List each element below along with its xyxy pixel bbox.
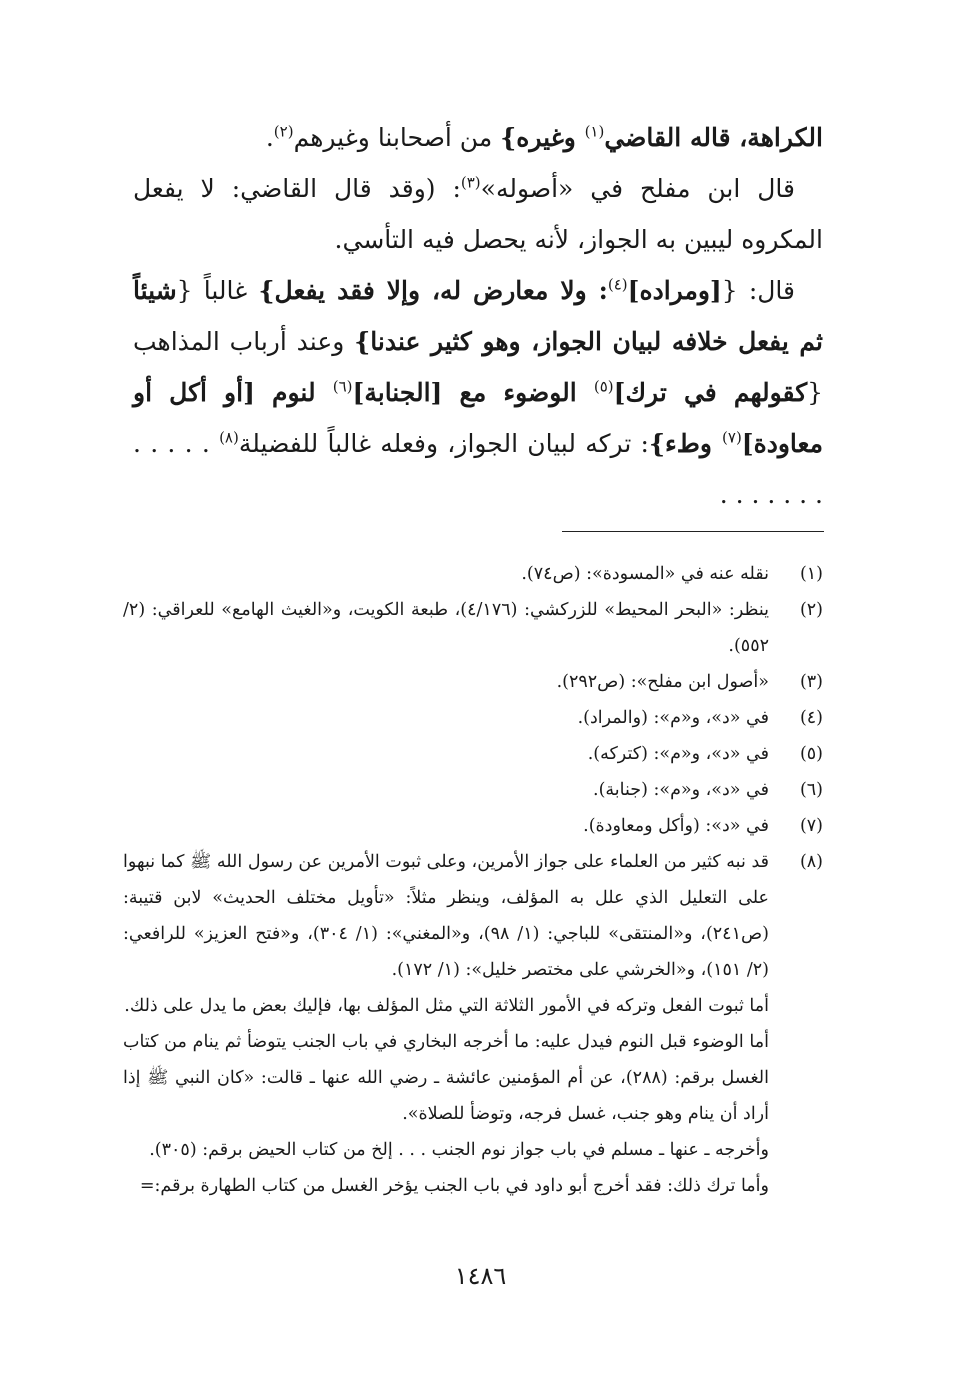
footnote [123, 808, 823, 844]
bold-text: وغيره} [500, 123, 585, 152]
bold-text: الكراهة، قاله القاضي [604, 123, 823, 152]
text-run: قال: { [721, 276, 795, 305]
page-number: ١٤٨٦ [454, 1262, 507, 1290]
footnote-text: وأما ترك ذلك: فقد أخرج أبو داود في باب الجنب يؤخر الغسل من كتاب الطهارة برقم:= [139, 1176, 769, 1196]
bold-text: شيئاً ثم يفعل خلافه لبيان الجواز، وهو كثير عندنا} [133, 276, 823, 356]
text-run: من أصحابنا وغيرهم [293, 123, 501, 152]
paragraph-3 [133, 265, 823, 520]
footnote-text: وأخرجه ـ عنها ـ مسلم في باب جواز نوم الجنب . . . إلخ من كتاب الحيض برقم: (٣٠٥). [149, 1140, 769, 1160]
footnote [123, 664, 823, 700]
footnote-ref[interactable]: (٨) [219, 428, 239, 447]
footnote-text: قد نبه كثير من العلماء على جواز الأمرين، وعلى ثبوت الأمرين عن رسول الله ﷺ كما نبهوا على التعليل الذي علل به المؤلف، وينظر مثلاً: «تأويل مختلف الحديث» لابن قتيبة: (ص٢٤١)، و«المنتقى» للباجي: (١/ ٩٨)، و«المغني»: (١/ ٣٠٤)، و«فتح العزيز» للرافعي: (٢/ ١٥١)، و«الخرشي على مختصر خليل»: (١/ ١٧٢). [123, 852, 769, 980]
text-run: : تركه لبيان الجواز، وفعله غالباً للفضيلة [238, 429, 649, 458]
bold-text: لنوم [أو أكل أو معاودة] [133, 378, 823, 458]
footnote-text: في «د»: (وأكل ومعاودة). [583, 816, 769, 836]
bold-text: : ولا معارض له، وإلا فقد يفعل} [258, 276, 608, 305]
footnotes [123, 556, 823, 1204]
paragraph-2 [133, 163, 823, 265]
text-run: : (وقد قال القاضي: لا يفعل المكروه ليبين به الجواز، لأنه يحصل فيه التأسي. [133, 174, 823, 254]
footnote-number: (٥) [799, 744, 823, 764]
footnote [123, 772, 823, 808]
text-run: وعند أرباب المذاهب { [133, 327, 824, 407]
footnote-ref[interactable]: (٣) [460, 173, 481, 192]
text-run: . [265, 123, 274, 152]
footnote-number: (٣) [799, 672, 823, 692]
footnote-ref[interactable]: (٥) [593, 377, 614, 396]
bold-text: كقولهم في ترك] [613, 378, 808, 407]
footnote-text: في «د»، و«م»: (كتركه). [587, 744, 769, 764]
bold-text: الوضوء مع [الجنابة] [352, 378, 594, 407]
bold-text: [ومراده] [627, 276, 722, 305]
footnote-number: (٨) [799, 852, 823, 872]
footnote-number: (٦) [799, 780, 823, 800]
paragraph-1 [133, 112, 823, 163]
footnote [123, 592, 823, 664]
footnote [123, 556, 823, 592]
footnote-ref[interactable]: (٦) [332, 377, 353, 396]
footnote-text: ينظر: «البحر المحيط» للزركشي: (٤/١٧٦)، طبعة الكويت، و«الغيث الهامع» للعراقي: (٢/ ٥٥٢). [123, 600, 769, 656]
footnote-ref[interactable]: (٤) [607, 275, 628, 294]
footnote [123, 700, 823, 736]
text-run: غالباً { [176, 276, 259, 305]
footnote-text: في «د»، و«م»: (جنابة). [593, 780, 769, 800]
footnote-text: نقله عنه في «المسودة»: (ص٧٤). [521, 564, 769, 584]
footnote [123, 844, 823, 1204]
footnote-text: في «د»، و«م»: (والمراد). [577, 708, 769, 728]
ellipsis-dots: . . . . . . . . . . . . [133, 429, 823, 509]
footnote-ref[interactable]: (٢) [273, 122, 294, 141]
footnote-text: أما ثبوت الفعل وتركه في الأمور الثلاثة التي مثل المؤلف بها، فإليك بعض ما يدل على ذلك. [124, 996, 769, 1016]
footnote-ref[interactable]: (٧) [722, 428, 742, 447]
main-text [133, 112, 823, 520]
footnote-separator [562, 531, 824, 532]
footnote-text: «أصول ابن مفلح»: (ص٢٩٢). [556, 672, 769, 692]
bold-text: وطء} [648, 429, 723, 458]
footnote [123, 736, 823, 772]
footnote-number: (١) [799, 564, 823, 584]
footnote-number: (٤) [799, 708, 823, 728]
footnote-number: (٢) [799, 600, 823, 620]
footnote-number: (٧) [799, 816, 823, 836]
text-run: قال ابن مفلح في «أصوله» [480, 174, 795, 203]
footnote-text: أما الوضوء قبل النوم فيدل عليه: ما أخرجه البخاري في باب الجنب يتوضأ ثم ينام من كتاب الغسل برقم: (٢٨٨)، عن أم المؤمنين عائشة ـ رضي الله عنها ـ قالت: «كان النبي ﷺ إذا أراد أن ينام وهو جنب، غسل فرجه، وتوضأ للصلاة». [123, 1032, 769, 1124]
footnote-ref[interactable]: (١) [584, 122, 605, 141]
